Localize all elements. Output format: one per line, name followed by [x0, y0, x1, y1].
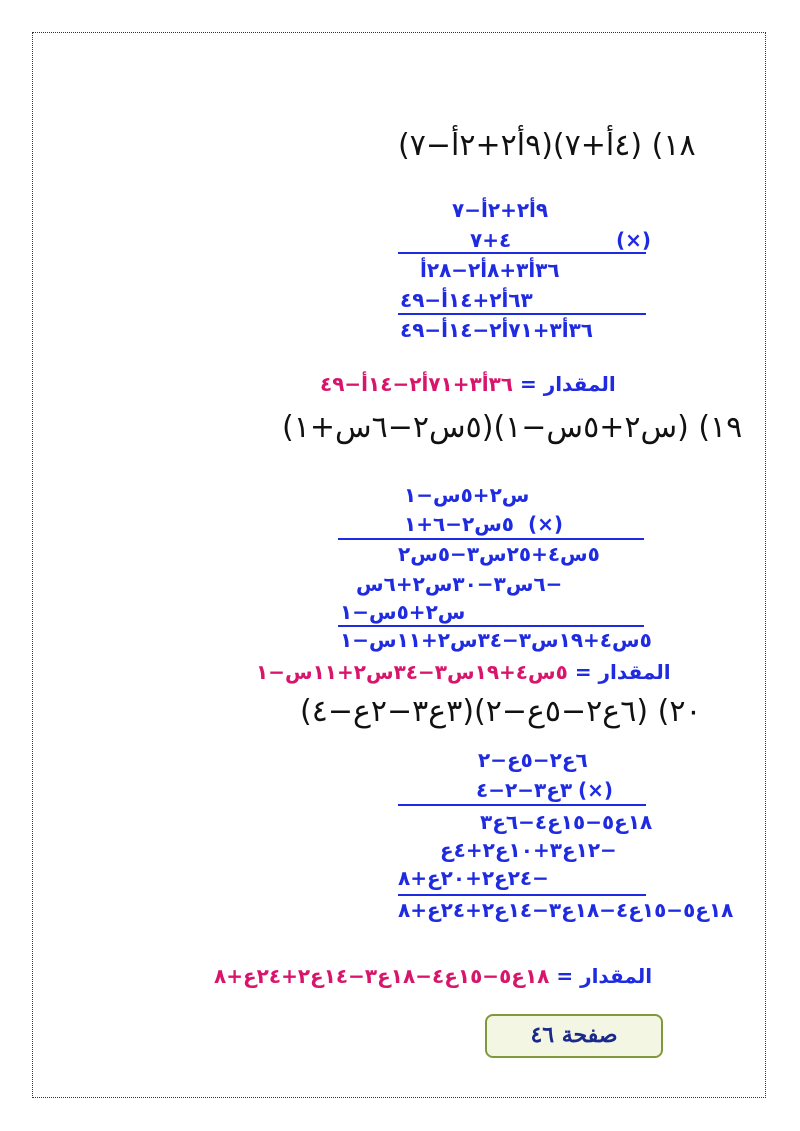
p20-row-1: ٦ع٢−٥ع−٢ — [478, 748, 588, 772]
p18-row-2: ٤+٧ — [470, 228, 512, 252]
p19-row-2: ٥س٢−٦+١ — [404, 512, 515, 536]
p20-line-2 — [398, 894, 646, 896]
p18-times-sign: (×) — [616, 228, 652, 252]
p19-row-5: س٢+٥س−١ — [340, 600, 466, 624]
p18-row-5: ٣٦أ٣+٧١أ٢−١٤أ−٤٩ — [400, 318, 593, 342]
p18-line-1 — [398, 252, 646, 254]
p19-row-6: ٥س٤+١٩س٣−٣٤س٢+١١س−١ — [340, 628, 652, 652]
p19-line-2 — [338, 625, 644, 627]
p18-row-1: ٩أ٢+٢أ−٧ — [452, 198, 549, 222]
p20-row-3: ١٨ع٥−١٥ع٤−٦ع٣ — [480, 810, 653, 834]
page-number-label: صفحة ٤٦ — [530, 1022, 618, 1048]
page-number-badge — [485, 1014, 663, 1058]
p20-times-sign: (×) — [578, 778, 614, 802]
p19-row-1: س٢+٥س−١ — [404, 483, 530, 507]
p20-row-6: ١٨ع٥−١٥ع٤−١٨ع٣−١٤ع٢+٢٤ع+٨ — [398, 898, 734, 922]
p18-row-3: ٣٦أ٣+٨أ٢−٢٨أ — [420, 258, 560, 282]
p20-row-2: ٣ع٣−٢−٤ — [476, 778, 573, 802]
p19-row-3: ٥س٤+٢٥س٣−٥س٢ — [398, 542, 600, 566]
p19-times-sign: (×) — [528, 512, 564, 536]
p19-result: المقدار = ٥س٤+١٩س٣−٣٤س٢+١١س−١ — [256, 660, 671, 684]
p18-line-2 — [398, 313, 646, 315]
p18-row-4: ٦٣أ٢+١٤أ−٤٩ — [400, 288, 533, 312]
p19-row-4: −٦س٣−٣٠س٢+٦س — [356, 572, 563, 596]
p19-line-1 — [338, 538, 644, 540]
problem-18-expression: ١٨) (٤أ+٧)(٩أ٢+٢أ−٧) — [398, 128, 696, 163]
p20-row-5: −٢٤ع٢+٢٠ع+٨ — [398, 866, 549, 890]
problem-19-expression: ١٩) (س٢+٥س−١)(٥س٢−٦س+١) — [282, 410, 743, 445]
p18-result: المقدار = ٣٦أ٣+٧١أ٢−١٤أ−٤٩ — [320, 372, 616, 396]
p20-row-4: −١٢ع٣+١٠ع٢+٤ع — [440, 838, 617, 862]
p20-line-1 — [398, 804, 646, 806]
p20-result: المقدار = ١٨ع٥−١٥ع٤−١٨ع٣−١٤ع٢+٢٤ع+٨ — [214, 964, 653, 988]
problem-20-expression: ٢٠) (٦ع٢−٥ع−٢)(٣ع٣−٢ع−٤) — [300, 694, 702, 729]
